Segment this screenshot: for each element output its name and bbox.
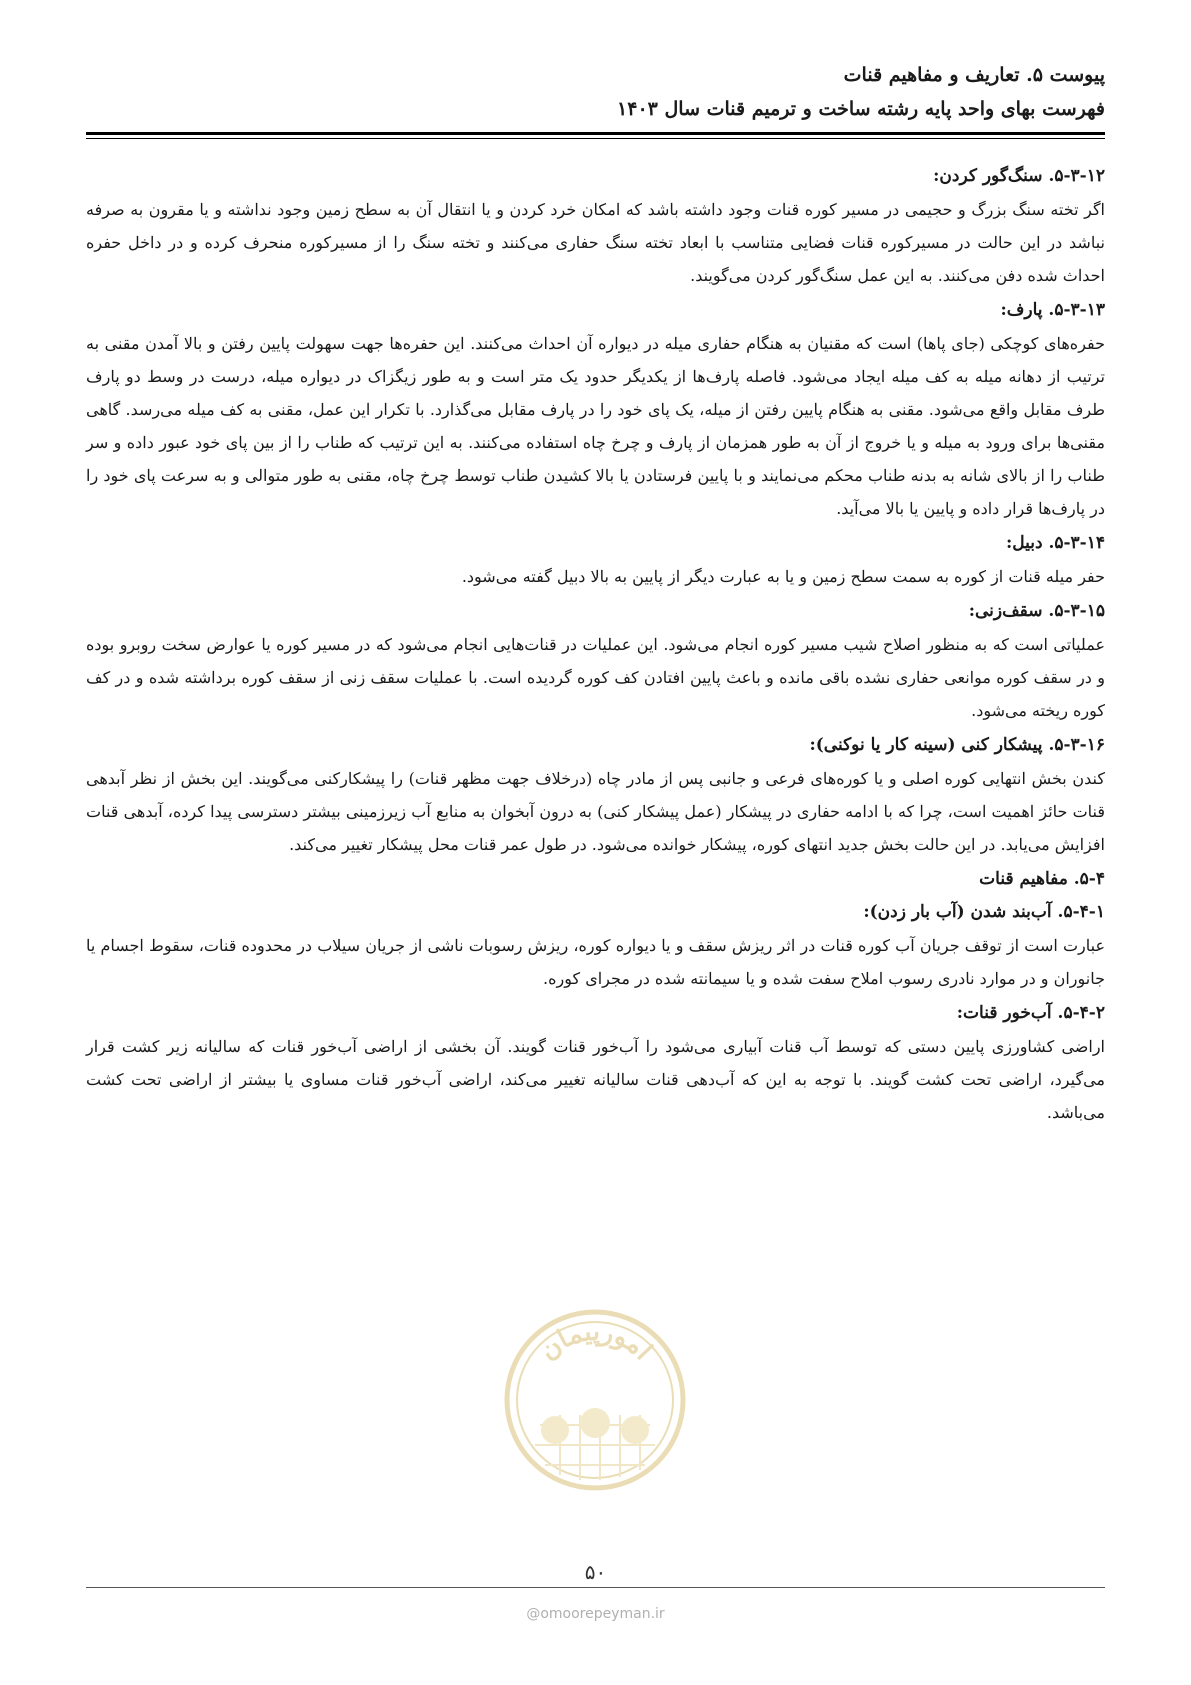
section-title: ۵-۳-۱۲. سنگ‌گور کردن: [933, 166, 1105, 186]
section-title: ۵-۴-۲. آب‌خور قنات: [956, 1003, 1105, 1023]
section-water-blocking [86, 896, 1105, 995]
header-document-title: فهرست بهای واحد پایه رشته ساخت و ترمیم قنات سال ۱۴۰۳ [617, 98, 1105, 120]
section-title: ۵-۳-۱۵. سقف‌زنی: [968, 601, 1105, 621]
section-paragraph: حفره‌های کوچکی (جای پاها) است که مقنیان به هنگام حفاری میله در دیواره آن احداث می‌کنند. این حفره‌ها جهت سهولت پایین رفتن و بالا آمدن مقنی به ترتیب از دهانه میله به کف میله ایجاد می‌شود. فاصله پارف‌ها از یکدیگر حدود یک متر است و به طور زیگزاک در دیواره میله، درست در وسط دو پارف طرف مقابل واقع می‌شود. مقنی به هنگام پایین رفتن از میله، یک پای خود را در پارف مقابل می‌گذارد. با تکرار این عمل، مقنی به کف میله می‌رسد. گاهی مقنی‌ها برای ورود به میله و یا خروج از آن به طور همزمان از پارف و چرخ چاه استفاده می‌کنند. به این ترتیب که طناب را از بین پای خود عبور داده و سر طناب را از بالای شانه به بدنه طناب محکم می‌نمایند و با پایین فرستادن یا بالا کشیدن طناب توسط چرخ چاه، مقنی به طور متوالی و به سرعت پای خود را در پارف‌ها قرار داده و پایین یا بالا می‌آید. [86, 334, 1106, 518]
section-pishkar [86, 729, 1105, 861]
section-paragraph: اگر تخته سنگ بزرگ و حجیمی در مسیر کوره قنات وجود داشته باشد که امکان خرد کردن و یا انتقال آن به سطح زمین وجود نداشته و یا مقرون به صرفه نباشد در این حالت در مسیرکوره قنات فضایی متناسب با ابعاد تخته سنگ حفاری می‌کنند و تخته سنگ را از مسیرکوره منحرف کرده و در داخل حفره احداث شده دفن می‌کنند. به این عمل سنگ‌گور کردن می‌گویند. [86, 200, 1106, 285]
section-paref [86, 294, 1105, 525]
page-number: ۵۰ [584, 1560, 607, 1584]
section-title: ۵-۴. مفاهیم قنات [979, 869, 1105, 889]
section-stone-burial [86, 160, 1105, 292]
footer-website: @omoorepeyman.ir [526, 1606, 665, 1622]
watermark-text: امورپیمان [533, 1316, 658, 1367]
section-paragraph: اراضی کشاورزی پایین دستی که توسط آب قنات آبیاری می‌شود را آب‌خور قنات گویند. آن بخشی از اراضی آب‌خور قنات که سالیانه زیر کشت قرار می‌گیرد، اراضی تحت کشت گویند. با توجه به این که آب‌دهی قنات سالیانه تغییر می‌کند، اراضی آب‌خور قنات مساوی یا بیشتر از اراضی تحت کشت می‌باشد. [86, 1037, 1105, 1122]
header-appendix-title: پیوست ۵. تعاریف و مفاهیم قنات [843, 64, 1105, 86]
header-rule-thin [86, 138, 1105, 139]
watermark-logo [500, 1305, 690, 1495]
section-dabil [86, 527, 1105, 593]
section-ceiling-cutting [86, 595, 1105, 727]
section-title: ۵-۴-۱. آب‌بند شدن (آب بار زدن): [863, 902, 1105, 922]
section-title: ۵-۳-۱۴. دبیل: [1005, 533, 1105, 553]
section-paragraph: عبارت است از توقف جریان آب کوره قنات در اثر ریزش سقف و یا دیواره کوره، ریزش رسوبات ناشی از جریان سیلاب در محدوده قنات، سقوط اجسام یا جانوران و در موارد نادری رسوب املاح سفت شده و یا سیمانته شده در مجرای کوره. [86, 936, 1105, 988]
section-title: ۵-۳-۱۶. پیشکار کنی (سینه کار یا نوکنی): [809, 735, 1105, 755]
header-rule-thick [86, 132, 1105, 135]
document-body [86, 160, 1105, 1131]
section-title: ۵-۳-۱۳. پارف: [1000, 300, 1105, 320]
section-paragraph: کندن بخش انتهایی کوره اصلی و یا کوره‌های فرعی و جانبی پس از مادر چاه (درخلاف جهت مظهر قنات) را پیشکارکنی می‌گویند. این بخش از نظر آبدهی قنات حائز اهمیت است، چرا که با ادامه حفاری در پیشکار (عمل پیشکار کنی) به درون آبخوان به منابع آب زیرزمینی بیشتر دسترسی پیدا کرده، آبدهی قنات افزایش می‌یابد. در این حالت بخش جدید انتهای کوره، پیشکار خوانده می‌شود. در طول عمر قنات محل پیشکار تغییر می‌کند. [86, 769, 1106, 854]
section-qanat-concepts [86, 863, 1105, 896]
section-paragraph: حفر میله قنات از کوره به سمت سطح زمین و یا به عبارت دیگر از پایین به بالا دبیل گفته می‌شود. [461, 567, 1105, 586]
page-header [86, 58, 1105, 126]
section-paragraph: عملیاتی است که به منظور اصلاح شیب مسیر کوره انجام می‌شود. این عملیات در قنات‌هایی انجام می‌شود که در مسیر کوره یا عوارض سخت روبرو بوده و در سقف کوره موانعی حفاری نشده باقی مانده و باعث پایین افتادن کف کوره گردیده است. با عملیات سقف زنی از سقف کوره برداشته شده و در کف کوره ریخته می‌شود. [86, 635, 1105, 720]
footer-rule [86, 1587, 1105, 1588]
section-qanat-command-area [86, 997, 1105, 1129]
